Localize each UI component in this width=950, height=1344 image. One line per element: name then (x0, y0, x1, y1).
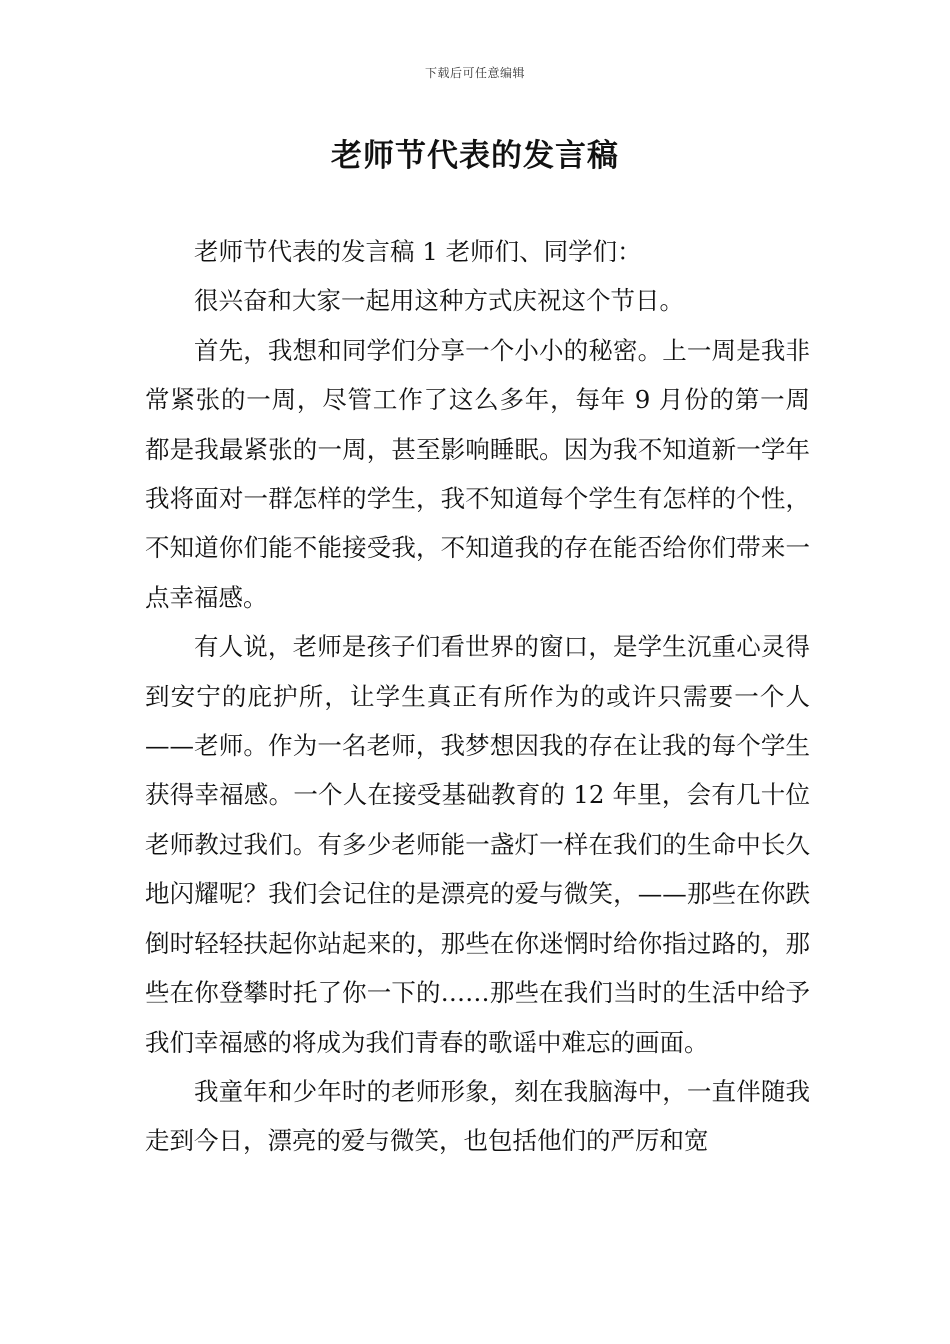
paragraph-1: 老师节代表的发言稿 1 老师们、同学们： (194, 237, 642, 266)
paragraph-5: 我童年和少年时的老师形象，刻在我脑海中，一直伴随我走到今日，漂亮的爱与微笑，也包括他们的严厉和宽 (145, 1076, 810, 1156)
document-body (145, 227, 810, 1166)
paragraph-4: 有人说，老师是孩子们看世界的窗口，是学生沉重心灵得到安宁的庇护所，让学生真正有所作为的或许只需要一个人——老师。作为一名老师，我梦想因我的存在让我的每个学生获得幸福感。一个人在接受基础教育的 12 年里，会有几十位老师教过我们。有多少老师能一盏灯一样在我们的生命中长久地闪耀呢？我们会记住的是漂亮的爱与微笑，——那些在你跌倒时轻轻扶起你站起来的，那些在你迷惘时给你指过路的，那些在你登攀时托了你一下的……那些在我们当时的生活中给予我们幸福感的将成为我们青春的歌谣中难忘的画面。 (145, 632, 810, 1057)
paragraph-2: 很兴奋和大家一起用这种方式庆祝这个节日。 (194, 286, 684, 316)
document-title: 老师节代表的发言稿 (331, 138, 619, 174)
paragraph-3: 首先，我想和同学们分享一个小小的秘密。上一周是我非常紧张的一周，尽管工作了这么多年，每年 9 月份的第一周都是我最紧张的一周，甚至影响睡眠。因为我不知道新一学年我将面对一群怎样的学生，我不知道每个学生有怎样的个性，不知道你们能不能接受我，不知道我的存在能否给你们带来一点幸福感。 (145, 335, 810, 612)
page-header-note: 下载后可任意编辑 (424, 66, 525, 80)
